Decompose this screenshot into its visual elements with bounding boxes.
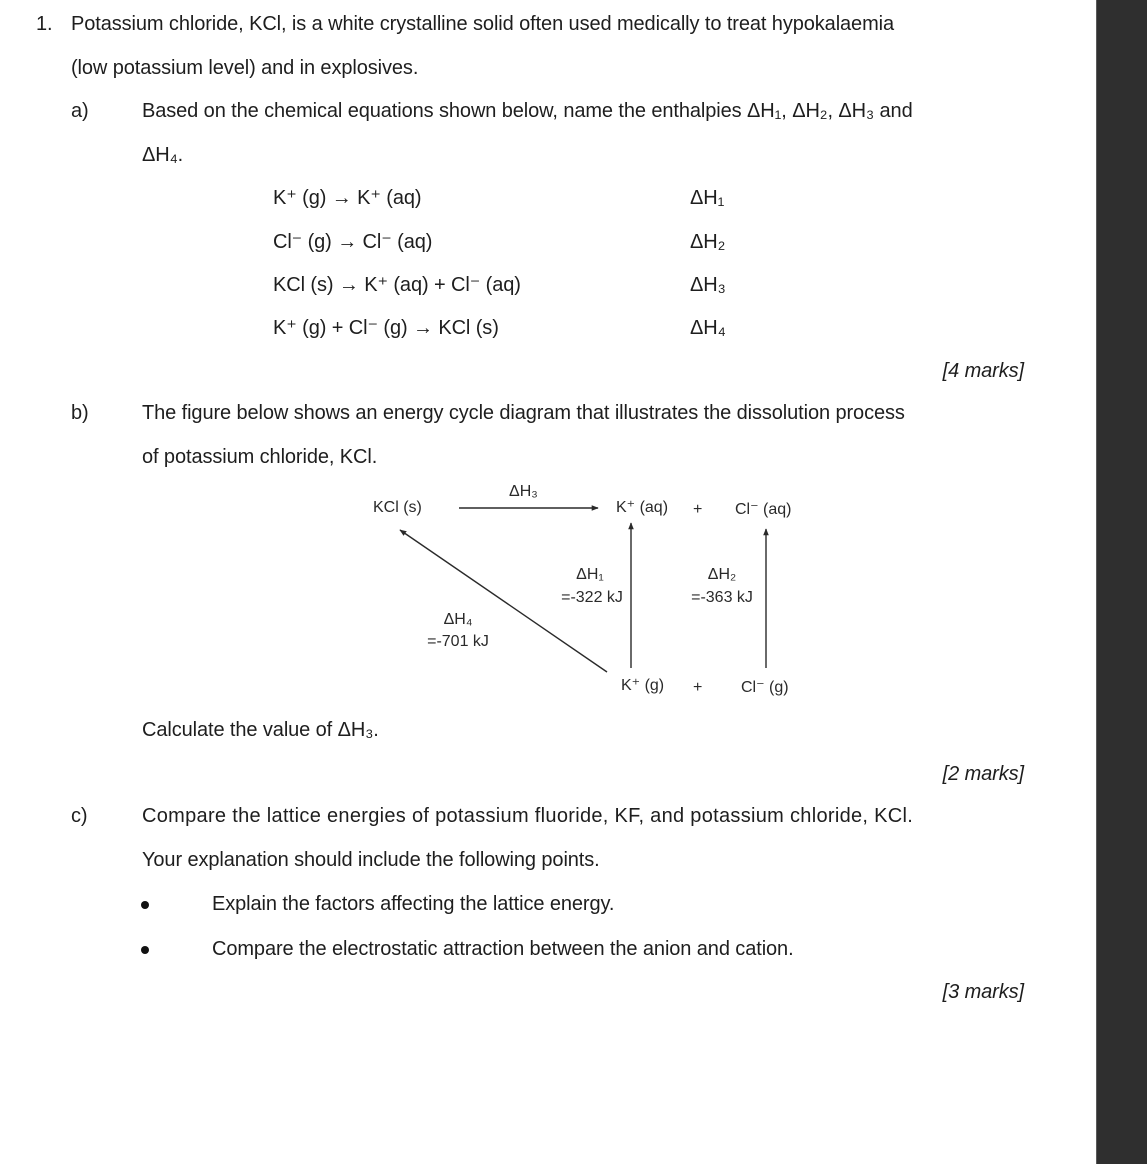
side-panel xyxy=(1096,0,1147,1164)
plus-top: + xyxy=(693,501,703,518)
part-a-marks: [4 marks] xyxy=(942,360,1024,382)
equation-1: K⁺ (g) → K⁺ (aq) xyxy=(273,187,422,209)
bullet-icon xyxy=(141,901,149,909)
part-a-label: a) xyxy=(71,100,89,122)
enthalpy-2: ΔH₂ xyxy=(690,231,726,253)
part-a-text-line2: ΔH₄. xyxy=(142,144,184,166)
dh3-label: ΔH₃ xyxy=(509,483,538,500)
enthalpy-1: ΔH₁ xyxy=(690,187,725,209)
part-a-text-line1: Based on the chemical equations shown below, name the enthalpies ΔH₁, ΔH₂, ΔH₃ and xyxy=(142,100,913,122)
question-intro-line1: Potassium chloride, KCl, is a white crystalline solid often used medically to treat hypokalaemia xyxy=(71,13,895,35)
species-kcl-solid: KCl (s) xyxy=(373,499,422,516)
species-k-aqueous: K⁺ (aq) xyxy=(616,499,669,516)
species-k-gas: K⁺ (g) xyxy=(621,677,665,694)
dh1-label: ΔH₁ xyxy=(576,566,604,583)
dh2-label: ΔH₂ xyxy=(707,566,737,583)
equation-4: K⁺ (g) + Cl⁻ (g) → KCl (s) xyxy=(273,317,499,339)
species-cl-aqueous: Cl⁻ (aq) xyxy=(735,501,792,518)
enthalpy-3: ΔH₃ xyxy=(690,274,726,296)
dh1-value: =-322 kJ xyxy=(561,589,623,606)
part-b-question: Calculate the value of ΔH₃. xyxy=(142,719,379,741)
part-c-marks: [3 marks] xyxy=(942,981,1024,1003)
bullet-item-1: Explain the factors affecting the lattice energy. xyxy=(212,893,615,915)
enthalpy-4: ΔH₄ xyxy=(690,317,726,339)
bullet-icon xyxy=(141,946,149,954)
equation-2: Cl⁻ (g) → Cl⁻ (aq) xyxy=(273,231,433,253)
dh2-value: =-363 kJ xyxy=(691,589,753,606)
part-c-text-line1: Compare the lattice energies of potassium fluoride, KF, and potassium chloride, KCl. xyxy=(142,805,914,827)
species-cl-gas: Cl⁻ (g) xyxy=(741,679,789,696)
part-b-label: b) xyxy=(71,402,89,424)
part-c-text-line2: Your explanation should include the following points. xyxy=(142,849,600,871)
part-c-label: c) xyxy=(71,805,88,827)
bullet-item-2: Compare the electrostatic attraction between the anion and cation. xyxy=(212,938,794,960)
question-number: 1. xyxy=(36,13,53,35)
question-intro-line2: (low potassium level) and in explosives. xyxy=(71,57,419,79)
plus-bottom: + xyxy=(693,679,703,696)
part-b-text-line1: The figure below shows an energy cycle diagram that illustrates the dissolution process xyxy=(142,402,905,424)
part-b-marks: [2 marks] xyxy=(942,763,1024,785)
equation-3: KCl (s) → K⁺ (aq) + Cl⁻ (aq) xyxy=(273,274,521,296)
part-b-text-line2: of potassium chloride, KCl. xyxy=(142,446,378,468)
dh4-label: ΔH₄ xyxy=(443,611,473,628)
dh4-value: =-701 kJ xyxy=(427,633,489,650)
